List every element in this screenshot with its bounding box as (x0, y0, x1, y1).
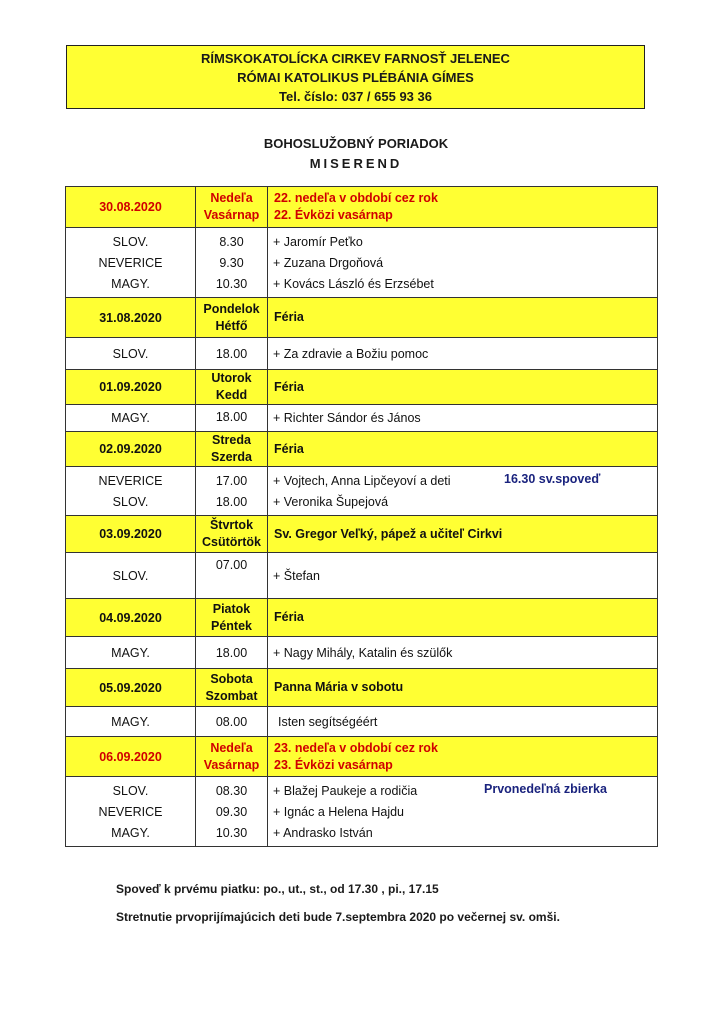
mass-place: SLOV. (66, 491, 196, 516)
mass-time: 10.30 (196, 273, 268, 298)
day-name-sk: Nedeľa (210, 191, 253, 205)
day-date: 30.08.2020 (66, 187, 196, 228)
mass-place: NEVERICE (66, 467, 196, 492)
mass-time: 08.30 (196, 777, 268, 802)
mass-place: NEVERICE (66, 801, 196, 822)
day-liturgy: Féria (268, 370, 658, 405)
day-name-hu: Vasárnap (203, 208, 260, 222)
mass-time: 07.00 (196, 553, 268, 599)
day-name-sk: Pondelok (203, 301, 260, 316)
day-liturgy: Féria (268, 599, 658, 637)
mass-row (66, 553, 658, 599)
day-date: 04.09.2020 (66, 599, 196, 637)
mass-time: 08.00 (196, 707, 268, 737)
day-liturgy: Féria (268, 298, 658, 338)
day-row (66, 669, 658, 707)
day-row (66, 370, 658, 405)
mass-time: 18.00 (196, 405, 268, 432)
intention-text: + Vojtech, Anna Lipčeyoví a deti (273, 473, 451, 488)
mass-row (66, 405, 658, 432)
mass-time: 18.00 (196, 338, 268, 370)
mass-row (66, 228, 658, 253)
day-name-hu: Hétfő (215, 318, 248, 333)
mass-row (66, 467, 658, 492)
day-row (66, 432, 658, 467)
mass-time: 17.00 (196, 467, 268, 492)
day-name (196, 599, 268, 637)
mass-intention: + Štefan (268, 553, 658, 599)
mass-row (66, 707, 658, 737)
day-name-hu: Kedd (215, 388, 248, 402)
mass-place: NEVERICE (66, 252, 196, 273)
schedule-subtitle: MISEREND (309, 156, 403, 171)
intention-text: + Blažej Paukeje a rodičia (273, 783, 418, 798)
mass-place: MAGY. (66, 273, 196, 298)
schedule-title: BOHOSLUŽOBNÝ PORIADOK (263, 136, 449, 151)
liturgy-line-2: 23. Évközi vasárnap (274, 757, 393, 772)
mass-intention: + Veronika Šupejová (268, 491, 658, 516)
day-name-sk: Nedeľa (210, 740, 253, 755)
day-name-sk: Piatok (212, 601, 251, 616)
day-liturgy (268, 187, 658, 228)
mass-row (66, 637, 658, 669)
day-name-sk: Štvrtok (209, 518, 254, 532)
mass-place: MAGY. (66, 405, 196, 432)
day-row (66, 298, 658, 338)
mass-place: SLOV. (66, 553, 196, 599)
mass-intention: + Richter Sándor és János (268, 405, 658, 432)
day-liturgy: Panna Mária v sobotu (268, 669, 658, 707)
mass-intention: + Kovács László és Erzsébet (268, 273, 658, 298)
day-name-hu: Szerda (211, 450, 252, 464)
mass-place: SLOV. (66, 777, 196, 802)
mass-place: SLOV. (66, 228, 196, 253)
mass-time: 9.30 (196, 252, 268, 273)
mass-intention: Isten segítségéért (268, 707, 658, 737)
mass-intention (268, 777, 658, 802)
day-name-hu: Vasárnap (203, 757, 260, 772)
day-name-hu: Péntek (211, 618, 252, 633)
header-line-1: RÍMSKOKATOLÍCKA CIRKEV FARNOSŤ JELENEC (201, 50, 510, 66)
day-liturgy: Sv. Gregor Veľký, pápež a učiteľ Cirkvi (268, 516, 658, 553)
mass-row (66, 338, 658, 370)
day-name-sk: Sobota (210, 671, 253, 686)
day-row (66, 737, 658, 777)
mass-schedule-table (65, 186, 658, 847)
liturgy-line-1: 22. nedeľa v období cez rok (274, 191, 438, 205)
day-date: 06.09.2020 (66, 737, 196, 777)
day-date: 03.09.2020 (66, 516, 196, 553)
liturgy-line-1: 23. nedeľa v období cez rok (274, 740, 438, 755)
mass-row (66, 491, 658, 516)
mass-row (66, 777, 658, 802)
day-name-sk: Streda (212, 433, 251, 447)
mass-time: 10.30 (196, 822, 268, 847)
mass-time: 8.30 (196, 228, 268, 253)
mass-row (66, 273, 658, 298)
day-date: 05.09.2020 (66, 669, 196, 707)
mass-intention: + Za zdravie a Božiu pomoc (268, 338, 658, 370)
day-row (66, 599, 658, 637)
mass-time: 18.00 (196, 637, 268, 669)
mass-place: MAGY. (66, 707, 196, 737)
mass-intention: + Zuzana Drgoňová (268, 252, 658, 273)
mass-intention: + Nagy Mihály, Katalin és szülők (268, 637, 658, 669)
mass-intention: + Jaromír Peťko (268, 228, 658, 253)
mass-row (66, 252, 658, 273)
mass-time: 18.00 (196, 491, 268, 516)
mass-row (66, 822, 658, 847)
mass-time: 09.30 (196, 801, 268, 822)
day-liturgy (268, 737, 658, 777)
day-name (196, 187, 268, 228)
day-name-hu: Szombat (205, 688, 258, 703)
header-line-2: RÓMAI KATOLIKUS PLÉBÁNIA GÍMES (237, 69, 474, 85)
first-communion-info: Stretnutie prvoprijímajúcich deti bude 7.septembra 2020 po večernej sv. omši. (116, 910, 560, 924)
day-name-hu: Csütörtök (201, 535, 262, 549)
day-name (196, 370, 268, 405)
mass-place: MAGY. (66, 637, 196, 669)
day-row (66, 187, 658, 228)
parish-header (66, 45, 645, 109)
mass-intention (268, 467, 658, 492)
mass-place: SLOV. (66, 338, 196, 370)
mass-row (66, 801, 658, 822)
mass-intention: + Ignác a Helena Hajdu (268, 801, 658, 822)
confession-info: Spoveď k prvému piatku: po., ut., st., od 17.30 , pi., 17.15 (116, 882, 439, 896)
confession-note: 16.30 sv.spoveď (504, 472, 601, 486)
collection-note: Prvonedeľná zbierka (484, 782, 607, 796)
day-liturgy: Féria (268, 432, 658, 467)
mass-place: MAGY. (66, 822, 196, 847)
mass-intention: + Andrasko István (268, 822, 658, 847)
day-name (196, 516, 268, 553)
header-phone: Tel. číslo: 037 / 655 93 36 (279, 88, 432, 104)
day-row (66, 516, 658, 553)
day-date: 01.09.2020 (66, 370, 196, 405)
day-name (196, 432, 268, 467)
day-name (196, 737, 268, 777)
day-name-sk: Utorok (211, 371, 252, 385)
day-name (196, 298, 268, 338)
day-date: 31.08.2020 (66, 298, 196, 338)
day-name (196, 669, 268, 707)
day-date: 02.09.2020 (66, 432, 196, 467)
liturgy-line-2: 22. Évközi vasárnap (274, 208, 393, 222)
